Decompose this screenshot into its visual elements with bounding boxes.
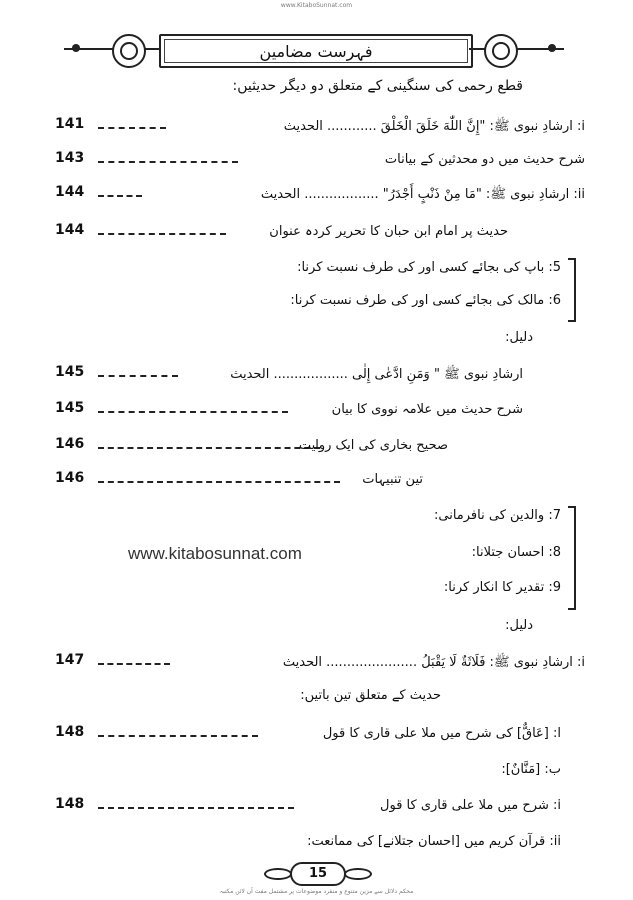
daleel-label: دلیل: <box>505 330 533 345</box>
list-item: ii: قرآن کریم میں [احسان جتلانے] کی ممانعت: <box>307 834 561 849</box>
toc-page-number: 148 <box>55 724 85 740</box>
leader-dashes <box>98 233 226 235</box>
leader-dashes <box>98 481 340 483</box>
left-medallion-icon <box>112 34 146 68</box>
toc-entry-text: حدیث پر امام ابن حبان کا تحریر کردہ عنوان <box>269 224 508 239</box>
list-item: 5: باپ کی بجائے کسی اور کی طرف نسبت کرنا: <box>297 260 561 275</box>
toc-entry-text: i: ارشادِ نبوی ﷺ: "إِنَّ اللّٰهَ خَلَقَ الْخَلْقَ ............ الحدیث <box>283 119 585 134</box>
toc-page-number: 141 <box>55 116 85 132</box>
page-number: 15 <box>290 862 346 886</box>
toc-row <box>0 116 633 142</box>
sub-heading: حدیث کے متعلق تین باتیں: <box>300 688 441 703</box>
toc-row <box>0 400 633 426</box>
list-item: 6: مالک کی بجائے کسی اور کی طرف نسبت کرنا: <box>290 293 561 308</box>
leader-dashes <box>98 127 166 129</box>
toc-page-number: 146 <box>55 470 85 486</box>
leader-dashes <box>98 447 320 449</box>
daleel-label: دلیل: <box>505 618 533 633</box>
toc-row <box>0 364 633 390</box>
toc-row <box>0 652 633 678</box>
toc-page-number: 144 <box>55 222 85 238</box>
leader-dashes <box>98 375 178 377</box>
right-ornament-dot <box>548 44 556 52</box>
toc-entry-text: شرح حدیث میں علامہ نووی کا بیان <box>331 402 523 417</box>
group-bracket <box>568 506 576 610</box>
left-badge-ornament <box>264 868 292 880</box>
toc-row <box>0 470 633 496</box>
list-item: 9: تقدیر کا انکار کرنا: <box>443 580 561 595</box>
toc-row <box>0 184 633 210</box>
toc-entry-text: i: شرح میں ملا علی قاری کا قول <box>380 798 561 813</box>
toc-page-number: 146 <box>55 436 85 452</box>
toc-row <box>0 724 633 750</box>
footer-note: محکم دلائل سے مزین متنوع و منفرد موضوعات پر مشتمل مفت آن لائن مکتبہ <box>219 888 414 895</box>
toc-page-number: 148 <box>55 796 85 812</box>
page-number-badge <box>262 860 370 886</box>
toc-page-number: 145 <box>55 364 85 380</box>
leader-dashes <box>98 195 142 197</box>
site-url-header: www.KitaboSunnat.com <box>280 2 353 9</box>
toc-entry-text: تین تنبیہات <box>362 472 423 487</box>
leader-dashes <box>98 161 238 163</box>
toc-page-number: 147 <box>55 652 85 668</box>
watermark-text: www.kitabosunnat.com <box>128 544 302 563</box>
toc-entry-text: ii: ارشادِ نبوی ﷺ: "مَا مِنْ ذَنْبٍ أَجْدَرُ" .................. الحدیث <box>260 187 585 202</box>
leader-dashes <box>98 735 258 737</box>
leader-dashes <box>98 411 288 413</box>
toc-page-number: 144 <box>55 184 85 200</box>
toc-row <box>0 150 633 176</box>
toc-page-number: 145 <box>55 400 85 416</box>
left-ornament-dot <box>72 44 80 52</box>
toc-entry-text: ا: [عَاقٌّ] کی شرح میں ملا علی قاری کا قول <box>322 726 561 741</box>
page-title: فہرست مضامین <box>259 42 373 61</box>
toc-row <box>0 436 633 462</box>
right-medallion-icon <box>484 34 518 68</box>
leader-dashes <box>98 807 294 809</box>
right-badge-ornament <box>344 868 372 880</box>
toc-page-number: 143 <box>55 150 85 166</box>
toc-row <box>0 796 633 822</box>
toc-entry-text: شرح حدیث میں دو محدثین کے بیانات <box>384 152 585 167</box>
title-frame <box>64 30 564 68</box>
group-bracket <box>568 258 576 322</box>
list-item: 7: والدین کی نافرمانی: <box>434 508 561 523</box>
section-heading: قطع رحمی کی سنگینی کے متعلق دو دیگر حدیثیں: <box>232 78 523 94</box>
toc-entry-text: i: ارشادِ نبوی ﷺ: فَلَاثَةٌ لَا يَقْبَلُ ...................... الحدیث <box>282 655 585 670</box>
toc-entry-text: ارشادِ نبوی ﷺ " وَمَنِ ادَّعٰى إِلٰى .................. الحدیث <box>230 367 523 382</box>
toc-row <box>0 222 633 248</box>
toc-entry-text: صحیح بخاری کی ایک روایت <box>298 438 448 453</box>
list-item: 8: احسان جتلانا: <box>471 545 561 560</box>
title-box <box>159 34 473 68</box>
sub-item-label: ب: [مَنَّانٌ]: <box>501 762 561 777</box>
leader-dashes <box>98 663 170 665</box>
